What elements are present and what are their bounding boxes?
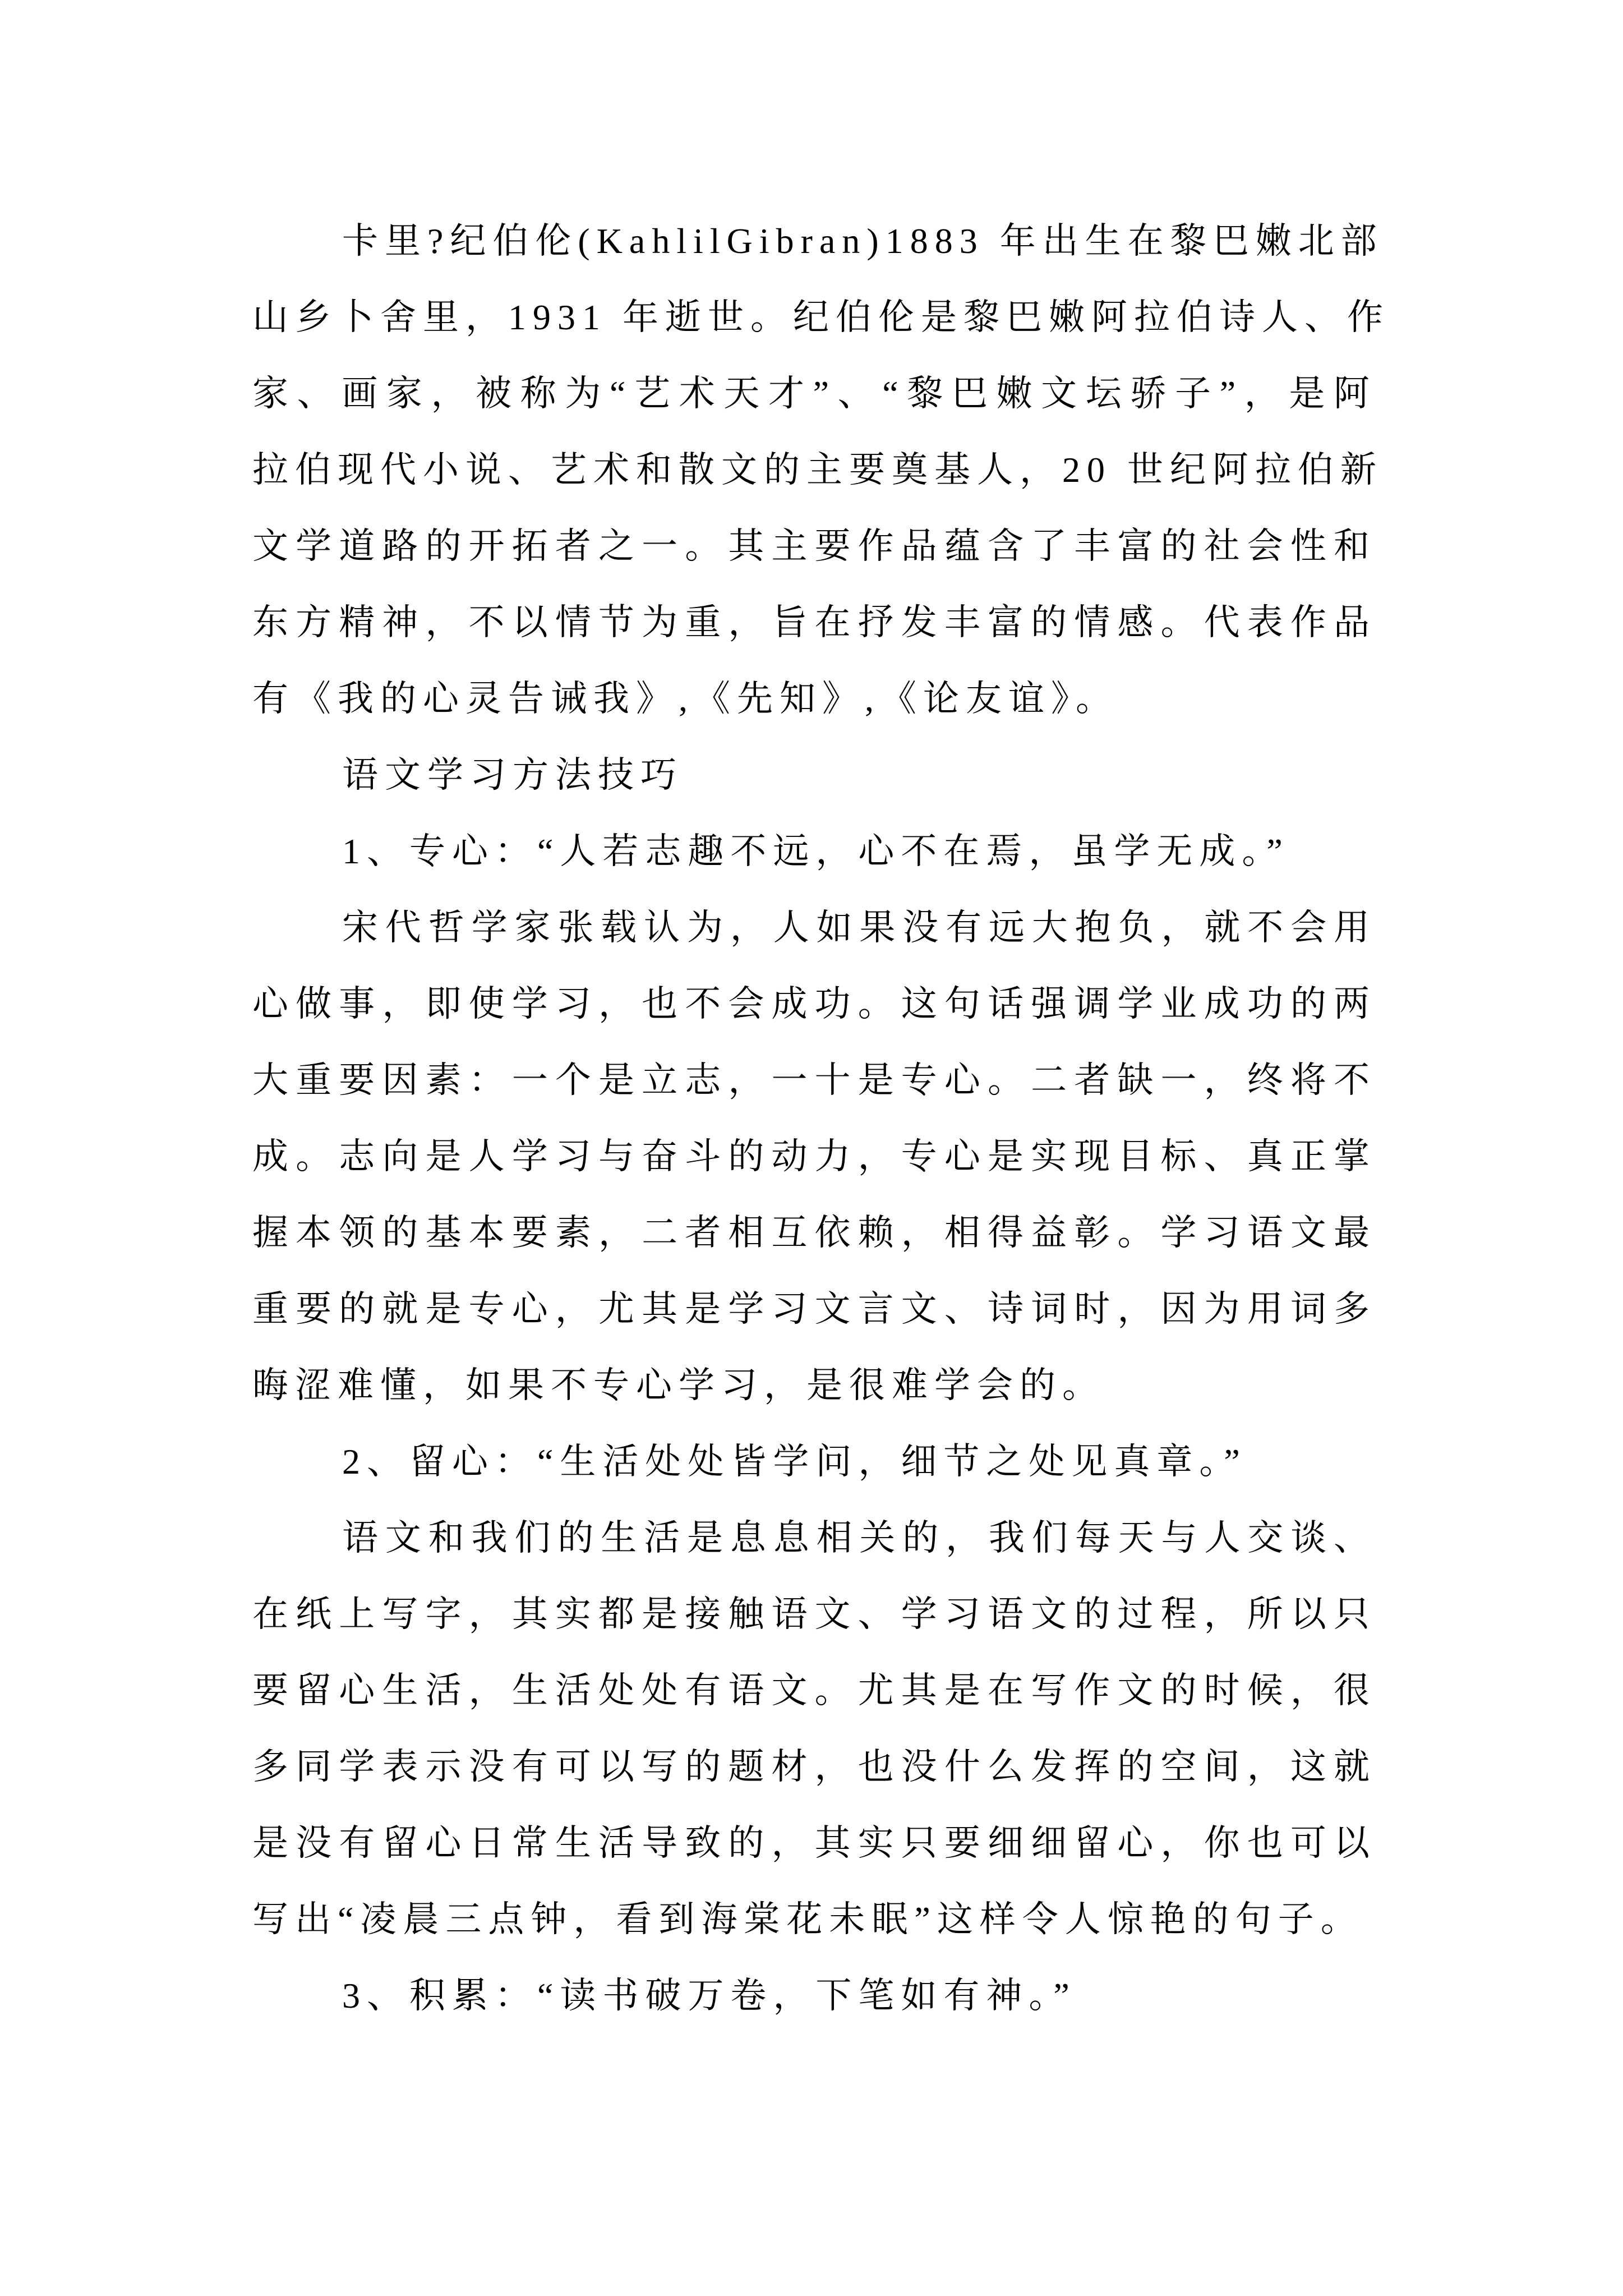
text-line: 卡里?纪伯伦(KahlilGibran)1883 年出生在黎巴嫩北部: [342, 221, 1384, 261]
text-line: 山乡卜舍里，1931 年逝世。纪伯伦是黎巴嫩阿拉伯诗人、作: [252, 297, 1390, 337]
text-line: 2、留心：“生活处处皆学问，细节之处见真章。”: [342, 1442, 1247, 1481]
text-line: 家、画家，被称为“艺术天才”、“黎巴嫩文坛骄子”，是阿: [252, 374, 1376, 413]
text-line: 1、专心：“人若志趣不远，心不在焉，虽学无成。”: [342, 831, 1289, 871]
text-line: 东方精神，不以情节为重，旨在抒发丰富的情感。代表作品: [252, 602, 1376, 642]
text-line: 文学道路的开拓者之一。其主要作品蕴含了丰富的社会性和: [252, 526, 1376, 566]
paragraph: [252, 813, 1376, 890]
paragraph: [252, 1958, 1376, 2034]
text-line: 语文学习方法技巧: [342, 755, 683, 795]
text-line: 写出“凌晨三点钟，看到海棠花未眠”这样令人惊艳的句子。: [252, 1899, 1363, 1939]
text-line: 重要的就是专心，尤其是学习文言文、诗词时，因为用词多: [252, 1289, 1376, 1329]
text-line: 宋代哲学家张载认为，人如果没有远大抱负，就不会用: [342, 908, 1376, 947]
paragraph: [252, 1500, 1376, 1958]
text-line: 成。志向是人学习与奋斗的动力，专心是实现目标、真正掌: [252, 1137, 1376, 1176]
text-block: [252, 203, 1390, 2034]
paragraph: [252, 203, 1390, 737]
text-line: 要留心生活，生活处处有语文。尤其是在写作文的时候，很: [252, 1671, 1376, 1710]
text-line: 拉伯现代小说、艺术和散文的主要奠基人，20 世纪阿拉伯新: [252, 450, 1383, 490]
text-line: 在纸上写字，其实都是接触语文、学习语文的过程，所以只: [252, 1594, 1376, 1634]
text-line: 3、积累：“读书破万卷，下笔如有神。”: [342, 1976, 1076, 2016]
text-line: 握本领的基本要素，二者相互依赖，相得益彰。学习语文最: [252, 1213, 1376, 1253]
paragraph: [252, 737, 1376, 813]
text-line: 心做事，即使学习，也不会成功。这句话强调学业成功的两: [252, 984, 1376, 1024]
text-line: 大重要因素：一个是立志，一十是专心。二者缺一，终将不: [252, 1060, 1376, 1100]
text-line: 有《我的心灵告诫我》,《先知》,《论友谊》。: [252, 679, 1118, 719]
paragraph: [252, 1424, 1376, 1500]
text-line: 语文和我们的生活是息息相关的，我们每天与人交谈、: [342, 1518, 1376, 1558]
paragraph: [252, 890, 1376, 1424]
text-line: 晦涩难懂，如果不专心学习，是很难学会的。: [252, 1365, 1105, 1405]
text-line: 多同学表示没有可以写的题材，也没什么发挥的空间，这就: [252, 1747, 1376, 1787]
text-line: 是没有留心日常生活导致的，其实只要细细留心，你也可以: [252, 1823, 1376, 1863]
